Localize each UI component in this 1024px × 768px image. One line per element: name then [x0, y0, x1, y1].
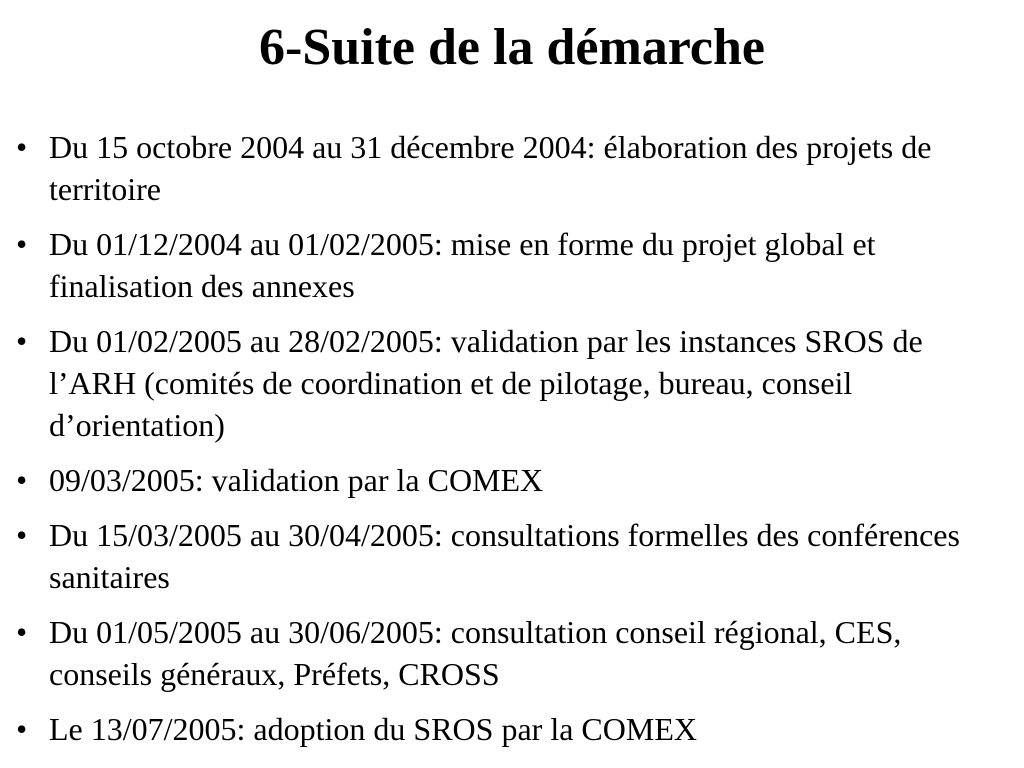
- list-item-text: 09/03/2005: validation par la COMEX: [49, 462, 544, 498]
- list-item: [16, 126, 1006, 210]
- list-item-text: Du 15/03/2005 au 30/04/2005: consultations formelles des conférences sanitaires: [49, 517, 960, 595]
- slide-title: 6-Suite de la démarche: [259, 19, 765, 76]
- bullet-icon: •: [16, 711, 28, 747]
- bullet-list: [16, 126, 1006, 750]
- list-item-text: Du 01/12/2004 au 01/02/2005: mise en forme du projet global et finalisation des annexes: [49, 226, 876, 304]
- list-item-text: Du 15 octobre 2004 au 31 décembre 2004: élaboration des projets de territoire: [49, 129, 932, 207]
- list-item: [16, 223, 1006, 307]
- bullet-icon: •: [16, 129, 28, 165]
- list-item-text: Du 01/05/2005 au 30/06/2005: consultation conseil régional, CES, conseils généraux, Préfets, CROSS: [49, 614, 902, 692]
- list-item: [16, 611, 1006, 695]
- bullet-icon: •: [16, 323, 28, 359]
- bullet-icon: •: [16, 462, 28, 498]
- list-item: [16, 320, 1006, 446]
- bullet-icon: •: [16, 614, 28, 650]
- list-item: [16, 514, 1006, 598]
- bullet-icon: •: [16, 517, 28, 553]
- bullet-icon: •: [16, 226, 28, 262]
- list-item-text: Le 13/07/2005: adoption du SROS par la COMEX: [49, 711, 697, 747]
- list-item: [16, 459, 1006, 501]
- list-item: [16, 708, 1006, 750]
- list-item-text: Du 01/02/2005 au 28/02/2005: validation par les instances SROS de l’ARH (comités de coordination et de pilotage, bureau, conseil d’orientation): [49, 323, 923, 443]
